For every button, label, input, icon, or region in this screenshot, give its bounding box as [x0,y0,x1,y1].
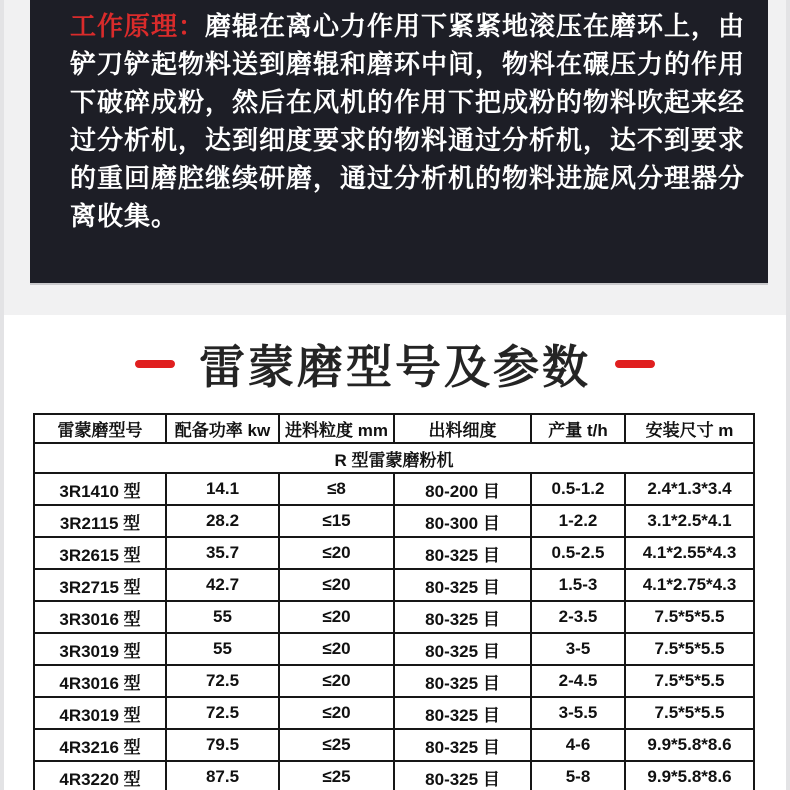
table-row [34,761,754,790]
cell-power: 79.5 [166,729,279,761]
principle-line: 铲刀铲起物料送到磨辊和磨环中间，物料在碾压力的作用 [70,49,746,79]
cell-model: 4R3220 型 [34,761,166,790]
cell-feed-size: ≤20 [279,601,394,633]
cell-power: 35.7 [166,537,279,569]
page-left-edge [0,0,4,790]
cell-feed-size: ≤20 [279,665,394,697]
table-row [34,665,754,697]
table-row [34,505,754,537]
cell-power: 14.1 [166,473,279,505]
cell-fineness: 80-325 目 [394,537,531,569]
cell-capacity: 3-5 [531,633,625,665]
cell-feed-size: ≤20 [279,537,394,569]
working-principle-panel [30,0,768,283]
cell-feed-size: ≤25 [279,761,394,790]
column-header-dimensions: 安装尺寸 m [625,414,754,443]
table-row [34,569,754,601]
cell-fineness: 80-325 目 [394,633,531,665]
cell-dimensions: 7.5*5*5.5 [625,665,754,697]
title-accent-dash-left [135,360,175,368]
cell-model: 3R2115 型 [34,505,166,537]
principle-line: 过分析机，达到细度要求的物料通过分析机，达不到要求 [70,125,746,155]
principle-line: 离收集。 [70,201,179,231]
principle-line-text: 磨辊在离心力作用下紧紧地滚压在磨环上，由 [205,11,746,41]
cell-dimensions: 9.9*5.8*8.6 [625,761,754,790]
column-header-capacity: 产量 t/h [531,414,625,443]
cell-dimensions: 4.1*2.75*4.3 [625,569,754,601]
cell-capacity: 0.5-2.5 [531,537,625,569]
cell-feed-size: ≤15 [279,505,394,537]
principle-line: 下破碎成粉，然后在风机的作用下把成粉的物料吹起来经 [70,87,746,117]
cell-dimensions: 3.1*2.5*4.1 [625,505,754,537]
cell-model: 4R3016 型 [34,665,166,697]
cell-dimensions: 7.5*5*5.5 [625,633,754,665]
cell-fineness: 80-325 目 [394,601,531,633]
cell-fineness: 80-325 目 [394,697,531,729]
section-title: 雷蒙磨型号及参数 [199,341,591,393]
column-header-model: 雷蒙磨型号 [34,414,166,443]
cell-capacity: 1-2.2 [531,505,625,537]
cell-model: 3R2715 型 [34,569,166,601]
cell-model: 3R1410 型 [34,473,166,505]
cell-power: 28.2 [166,505,279,537]
principle-line [70,7,746,45]
cell-feed-size: ≤20 [279,697,394,729]
table-header-row [34,414,754,443]
table-group-header-row [34,443,754,473]
column-header-power: 配备功率 kw [166,414,279,443]
cell-feed-size: ≤25 [279,729,394,761]
cell-model: 3R3016 型 [34,601,166,633]
cell-dimensions: 9.9*5.8*8.6 [625,729,754,761]
cell-fineness: 80-325 目 [394,729,531,761]
cell-fineness: 80-325 目 [394,761,531,790]
cell-power: 87.5 [166,761,279,790]
cell-fineness: 80-300 目 [394,505,531,537]
cell-power: 55 [166,633,279,665]
cell-feed-size: ≤20 [279,569,394,601]
table-row [34,473,754,505]
cell-model: 4R3216 型 [34,729,166,761]
cell-capacity: 1.5-3 [531,569,625,601]
cell-model: 3R2615 型 [34,537,166,569]
section-title-row [0,322,790,406]
cell-power: 42.7 [166,569,279,601]
cell-fineness: 80-325 目 [394,665,531,697]
cell-feed-size: ≤20 [279,633,394,665]
principle-line: 的重回磨腔继续研磨，通过分析机的物料进旋风分理器分 [70,163,746,193]
principle-label: 工作原理： [70,11,206,41]
cell-dimensions: 7.5*5*5.5 [625,697,754,729]
title-accent-dash-right [615,360,655,368]
table-row [34,537,754,569]
cell-dimensions: 7.5*5*5.5 [625,601,754,633]
cell-capacity: 2-4.5 [531,665,625,697]
cell-dimensions: 4.1*2.55*4.3 [625,537,754,569]
cell-fineness: 80-200 目 [394,473,531,505]
cell-power: 72.5 [166,665,279,697]
cell-feed-size: ≤8 [279,473,394,505]
cell-power: 55 [166,601,279,633]
cell-capacity: 0.5-1.2 [531,473,625,505]
table-row [34,697,754,729]
cell-model: 4R3019 型 [34,697,166,729]
cell-capacity: 5-8 [531,761,625,790]
cell-fineness: 80-325 目 [394,569,531,601]
cell-power: 72.5 [166,697,279,729]
cell-model: 3R3019 型 [34,633,166,665]
group-header: R 型雷蒙磨粉机 [34,443,754,473]
table-row [34,633,754,665]
cell-capacity: 3-5.5 [531,697,625,729]
page-right-edge [786,0,790,790]
cell-capacity: 2-3.5 [531,601,625,633]
cell-capacity: 4-6 [531,729,625,761]
column-header-feed-size: 进料粒度 mm [279,414,394,443]
table-row [34,729,754,761]
cell-dimensions: 2.4*1.3*3.4 [625,473,754,505]
spec-table [33,413,755,790]
table-row [34,601,754,633]
column-header-fineness: 出料细度 [394,414,531,443]
